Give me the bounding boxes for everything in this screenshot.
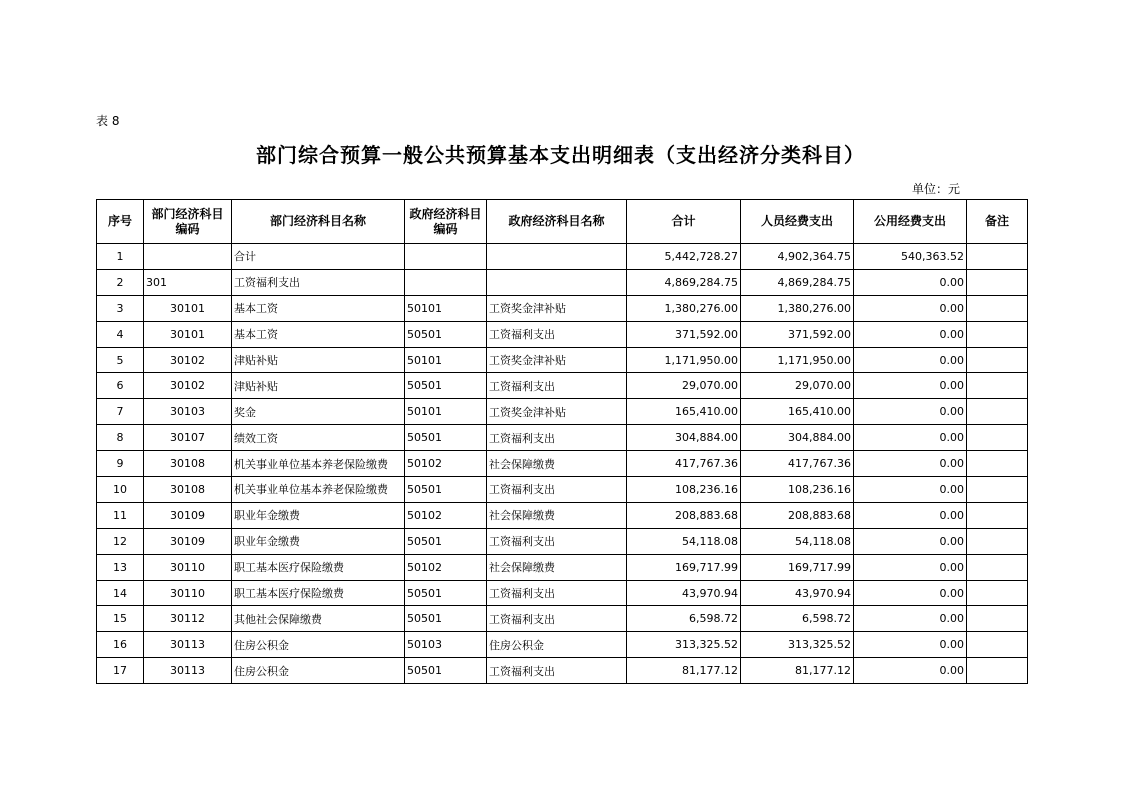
cell-total: 208,883.68	[627, 502, 741, 528]
cell-public: 0.00	[854, 425, 967, 451]
cell-personnel: 169,717.99	[741, 554, 854, 580]
cell-gov-code: 50501	[405, 425, 487, 451]
cell-gov-name: 工资福利支出	[487, 528, 627, 554]
cell-public: 0.00	[854, 632, 967, 658]
table-body	[97, 244, 1028, 684]
cell-remark	[967, 295, 1028, 321]
cell-gov-name: 工资福利支出	[487, 425, 627, 451]
cell-remark	[967, 425, 1028, 451]
cell-gov-name: 工资福利支出	[487, 580, 627, 606]
cell-gov-name: 工资福利支出	[487, 477, 627, 503]
table-row	[97, 632, 1028, 658]
cell-dept-code: 30107	[144, 425, 232, 451]
cell-total: 165,410.00	[627, 399, 741, 425]
table-row	[97, 658, 1028, 684]
cell-seq: 1	[97, 244, 144, 270]
cell-personnel: 313,325.52	[741, 632, 854, 658]
cell-gov-name: 工资福利支出	[487, 658, 627, 684]
cell-public: 0.00	[854, 606, 967, 632]
cell-public: 0.00	[854, 528, 967, 554]
cell-remark	[967, 373, 1028, 399]
cell-dept-name: 住房公积金	[232, 632, 405, 658]
cell-gov-name: 社会保障缴费	[487, 451, 627, 477]
cell-seq: 7	[97, 399, 144, 425]
page-title: 部门综合预算一般公共预算基本支出明细表（支出经济分类科目）	[256, 143, 865, 167]
cell-gov-name: 社会保障缴费	[487, 554, 627, 580]
cell-total: 108,236.16	[627, 477, 741, 503]
cell-seq: 17	[97, 658, 144, 684]
header-row	[97, 200, 1028, 244]
header-gov-name: 政府经济科目名称	[487, 200, 627, 244]
cell-personnel: 43,970.94	[741, 580, 854, 606]
cell-public: 540,363.52	[854, 244, 967, 270]
cell-public: 0.00	[854, 269, 967, 295]
cell-remark	[967, 321, 1028, 347]
cell-public: 0.00	[854, 451, 967, 477]
table-row	[97, 528, 1028, 554]
table-row	[97, 502, 1028, 528]
cell-gov-code	[405, 244, 487, 270]
cell-remark	[967, 658, 1028, 684]
cell-dept-code: 30113	[144, 658, 232, 684]
cell-dept-code: 30110	[144, 554, 232, 580]
cell-gov-name: 住房公积金	[487, 632, 627, 658]
cell-gov-code: 50102	[405, 451, 487, 477]
cell-total: 1,171,950.00	[627, 347, 741, 373]
cell-gov-code: 50101	[405, 295, 487, 321]
cell-gov-name: 工资福利支出	[487, 321, 627, 347]
cell-seq: 12	[97, 528, 144, 554]
cell-gov-code: 50103	[405, 632, 487, 658]
cell-dept-name: 津贴补贴	[232, 347, 405, 373]
header-seq: 序号	[97, 200, 144, 244]
table-row	[97, 554, 1028, 580]
cell-dept-code: 30108	[144, 451, 232, 477]
cell-gov-code: 50501	[405, 477, 487, 503]
cell-gov-name: 工资福利支出	[487, 606, 627, 632]
cell-dept-code: 30109	[144, 502, 232, 528]
cell-total: 43,970.94	[627, 580, 741, 606]
cell-gov-name	[487, 244, 627, 270]
cell-gov-code: 50101	[405, 347, 487, 373]
cell-remark	[967, 606, 1028, 632]
cell-seq: 3	[97, 295, 144, 321]
table-row	[97, 451, 1028, 477]
cell-dept-code: 30101	[144, 321, 232, 347]
cell-gov-name: 工资福利支出	[487, 373, 627, 399]
cell-dept-name: 绩效工资	[232, 425, 405, 451]
cell-remark	[967, 580, 1028, 606]
cell-personnel: 6,598.72	[741, 606, 854, 632]
table-row	[97, 373, 1028, 399]
table-number-label: 表 8	[96, 114, 120, 128]
cell-seq: 15	[97, 606, 144, 632]
header-personnel: 人员经费支出	[741, 200, 854, 244]
header-dept-code: 部门经济科目编码	[144, 200, 232, 244]
header-total: 合计	[627, 200, 741, 244]
cell-total: 417,767.36	[627, 451, 741, 477]
cell-seq: 6	[97, 373, 144, 399]
cell-gov-code: 50102	[405, 554, 487, 580]
cell-personnel: 4,902,364.75	[741, 244, 854, 270]
cell-gov-name	[487, 269, 627, 295]
cell-gov-code: 50102	[405, 502, 487, 528]
cell-seq: 13	[97, 554, 144, 580]
cell-seq: 5	[97, 347, 144, 373]
cell-dept-name: 合计	[232, 244, 405, 270]
cell-dept-name: 基本工资	[232, 295, 405, 321]
cell-seq: 10	[97, 477, 144, 503]
cell-dept-code: 30110	[144, 580, 232, 606]
cell-total: 54,118.08	[627, 528, 741, 554]
cell-dept-name: 基本工资	[232, 321, 405, 347]
cell-personnel: 208,883.68	[741, 502, 854, 528]
table-row	[97, 295, 1028, 321]
cell-gov-name: 工资奖金津补贴	[487, 347, 627, 373]
cell-remark	[967, 269, 1028, 295]
cell-total: 371,592.00	[627, 321, 741, 347]
cell-dept-name: 奖金	[232, 399, 405, 425]
cell-dept-name: 工资福利支出	[232, 269, 405, 295]
table-row	[97, 580, 1028, 606]
cell-dept-name: 住房公积金	[232, 658, 405, 684]
table-row	[97, 347, 1028, 373]
cell-public: 0.00	[854, 321, 967, 347]
cell-dept-code: 30102	[144, 347, 232, 373]
cell-public: 0.00	[854, 295, 967, 321]
table-row	[97, 321, 1028, 347]
cell-seq: 9	[97, 451, 144, 477]
cell-remark	[967, 528, 1028, 554]
cell-public: 0.00	[854, 580, 967, 606]
cell-total: 4,869,284.75	[627, 269, 741, 295]
cell-remark	[967, 632, 1028, 658]
cell-seq: 14	[97, 580, 144, 606]
table-header	[97, 200, 1028, 244]
cell-personnel: 304,884.00	[741, 425, 854, 451]
cell-total: 81,177.12	[627, 658, 741, 684]
header-dept-name: 部门经济科目名称	[232, 200, 405, 244]
cell-seq: 11	[97, 502, 144, 528]
cell-dept-name: 职业年金缴费	[232, 502, 405, 528]
cell-total: 169,717.99	[627, 554, 741, 580]
cell-personnel: 371,592.00	[741, 321, 854, 347]
cell-total: 29,070.00	[627, 373, 741, 399]
cell-dept-code: 30113	[144, 632, 232, 658]
cell-public: 0.00	[854, 477, 967, 503]
cell-public: 0.00	[854, 658, 967, 684]
cell-public: 0.00	[854, 502, 967, 528]
cell-remark	[967, 399, 1028, 425]
cell-seq: 16	[97, 632, 144, 658]
cell-gov-code: 50501	[405, 606, 487, 632]
cell-total: 304,884.00	[627, 425, 741, 451]
cell-remark	[967, 451, 1028, 477]
cell-gov-name: 工资奖金津补贴	[487, 295, 627, 321]
cell-gov-code: 50501	[405, 321, 487, 347]
cell-personnel: 54,118.08	[741, 528, 854, 554]
cell-dept-name: 其他社会保障缴费	[232, 606, 405, 632]
cell-total: 5,442,728.27	[627, 244, 741, 270]
table-row	[97, 606, 1028, 632]
table-row	[97, 269, 1028, 295]
cell-dept-code	[144, 244, 232, 270]
cell-total: 6,598.72	[627, 606, 741, 632]
cell-seq: 8	[97, 425, 144, 451]
cell-dept-code: 30101	[144, 295, 232, 321]
cell-gov-name: 工资奖金津补贴	[487, 399, 627, 425]
cell-personnel: 417,767.36	[741, 451, 854, 477]
cell-dept-name: 职业年金缴费	[232, 528, 405, 554]
cell-seq: 2	[97, 269, 144, 295]
cell-personnel: 81,177.12	[741, 658, 854, 684]
cell-personnel: 1,171,950.00	[741, 347, 854, 373]
cell-dept-code: 301	[144, 269, 232, 295]
cell-gov-code: 50501	[405, 580, 487, 606]
cell-personnel: 108,236.16	[741, 477, 854, 503]
cell-dept-name: 职工基本医疗保险缴费	[232, 580, 405, 606]
table-row	[97, 244, 1028, 270]
cell-personnel: 165,410.00	[741, 399, 854, 425]
cell-dept-code: 30103	[144, 399, 232, 425]
header-gov-code: 政府经济科目编码	[405, 200, 487, 244]
table-row	[97, 399, 1028, 425]
cell-gov-code: 50501	[405, 373, 487, 399]
header-remark: 备注	[967, 200, 1028, 244]
cell-remark	[967, 502, 1028, 528]
cell-public: 0.00	[854, 554, 967, 580]
cell-dept-name: 职工基本医疗保险缴费	[232, 554, 405, 580]
cell-gov-code: 50501	[405, 528, 487, 554]
cell-dept-name: 机关事业单位基本养老保险缴费	[232, 477, 405, 503]
cell-dept-name: 津贴补贴	[232, 373, 405, 399]
cell-gov-code: 50101	[405, 399, 487, 425]
header-public: 公用经费支出	[854, 200, 967, 244]
cell-public: 0.00	[854, 347, 967, 373]
cell-public: 0.00	[854, 373, 967, 399]
cell-public: 0.00	[854, 399, 967, 425]
cell-seq: 4	[97, 321, 144, 347]
cell-gov-code	[405, 269, 487, 295]
cell-personnel: 29,070.00	[741, 373, 854, 399]
cell-dept-code: 30109	[144, 528, 232, 554]
cell-remark	[967, 244, 1028, 270]
cell-gov-code: 50501	[405, 658, 487, 684]
cell-personnel: 1,380,276.00	[741, 295, 854, 321]
table-row	[97, 477, 1028, 503]
table-row	[97, 425, 1028, 451]
cell-total: 1,380,276.00	[627, 295, 741, 321]
cell-remark	[967, 477, 1028, 503]
cell-gov-name: 社会保障缴费	[487, 502, 627, 528]
cell-dept-name: 机关事业单位基本养老保险缴费	[232, 451, 405, 477]
cell-remark	[967, 554, 1028, 580]
budget-table	[96, 199, 1028, 684]
cell-personnel: 4,869,284.75	[741, 269, 854, 295]
cell-dept-code: 30112	[144, 606, 232, 632]
cell-total: 313,325.52	[627, 632, 741, 658]
cell-remark	[967, 347, 1028, 373]
cell-dept-code: 30108	[144, 477, 232, 503]
unit-label: 单位：元	[912, 182, 961, 196]
cell-dept-code: 30102	[144, 373, 232, 399]
